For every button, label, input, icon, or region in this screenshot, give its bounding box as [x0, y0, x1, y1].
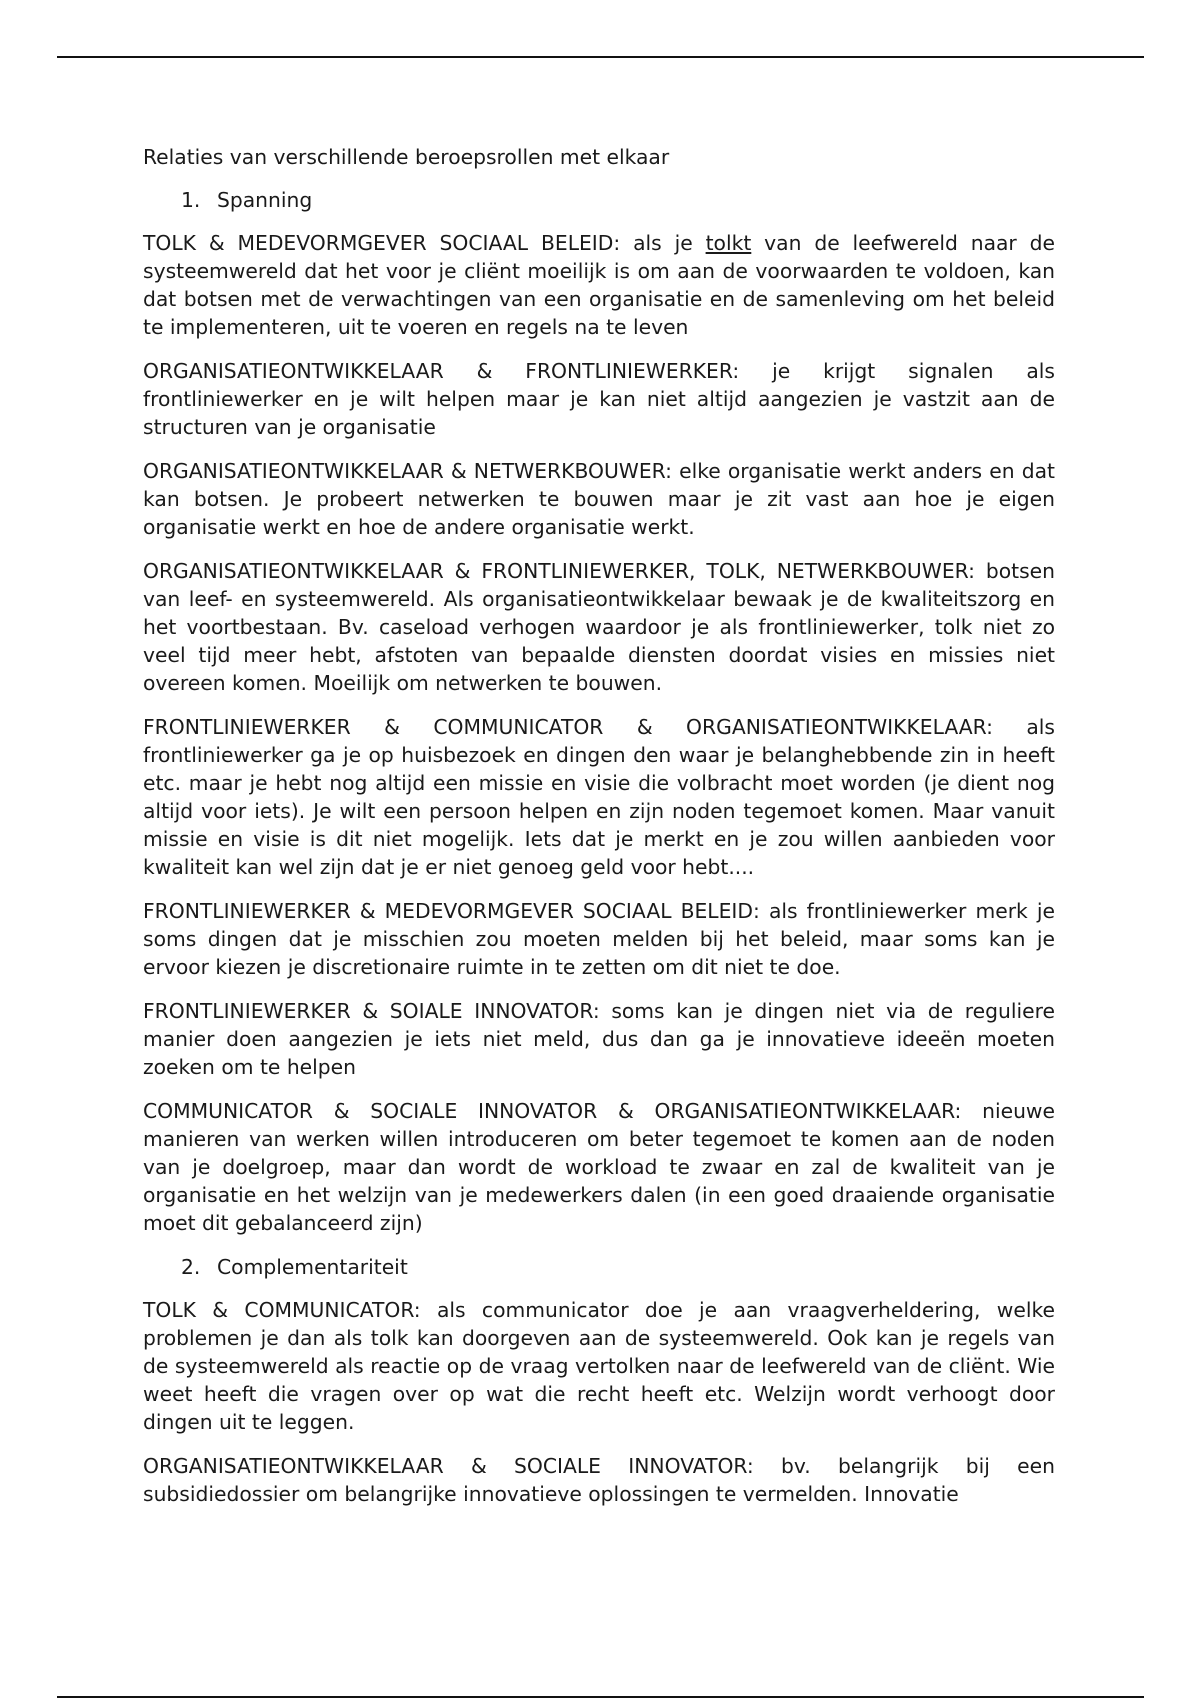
paragraph — [143, 229, 1055, 341]
section-label: Spanning — [217, 188, 313, 212]
paragraph: ORGANISATIEONTWIKKELAAR & SOCIALE INNOVATOR: bv. belangrijk bij een subsidiedossier om belangrijke innovatieve oplossingen te vermelden. Innovatie — [143, 1454, 1055, 1506]
section-label: Complementariteit — [217, 1255, 408, 1279]
paragraph-text: van de leefwereld naar de systeemwereld dat het voor je cliënt moeilijk is om aan de voorwaarden te voldoen, kan dat botsen met de verwachtingen van een organisatie en de samenleving om het beleid te implementeren, uit te voeren en regels na te leven — [143, 231, 1055, 339]
paragraph: FRONTLINIEWERKER & COMMUNICATOR & ORGANISATIEONTWIKKELAAR: als frontliniewerker ga je op huisbezoek en dingen den waar je belanghebbende zin in heeft etc. maar je hebt nog altijd een missie en visie die volbracht moet worden (je dient nog altijd voor iets). Je wilt een persoon helpen en zijn noden tegemoet komen. Maar vanuit missie en visie is dit niet mogelijk. Iets dat je merkt en je zou willen aanbieden voor kwaliteit kan wel zijn dat je er niet genoeg geld voor hebt.... — [143, 715, 1055, 879]
paragraph: FRONTLINIEWERKER & MEDEVORMGEVER SOCIAAL BELEID: als frontliniewerker merk je soms dingen dat je misschien zou moeten melden bij het beleid, maar soms kan je ervoor kiezen je discretionaire ruimte in te zetten om dit niet te doe. — [143, 899, 1055, 979]
document-body — [143, 143, 1055, 1524]
paragraph-text: TOLK & MEDEVORMGEVER SOCIAAL BELEID: als je — [143, 231, 706, 255]
document-title: Relaties van verschillende beroepsrollen met elkaar — [143, 145, 670, 169]
paragraph: COMMUNICATOR & SOCIALE INNOVATOR & ORGANISATIEONTWIKKELAAR: nieuwe manieren van werken willen introduceren om beter tegemoet te komen aan de noden van je doelgroep, maar dan wordt de workload te zwaar en zal de kwaliteit van je organisatie en het welzijn van je medewerkers dalen (in een goed draaiende organisatie moet dit gebalanceerd zijn) — [143, 1099, 1055, 1235]
paragraph: TOLK & COMMUNICATOR: als communicator doe je aan vraagverheldering, welke problemen je dan als tolk kan doorgeven aan de systeemwereld. Ook kan je regels van de systeemwereld als reactie op de vraag vertolken naar de leefwereld van de cliënt. Wie weet heeft die vragen over op wat die recht heeft etc. Welzijn wordt verhoogt door dingen uit te leggen. — [143, 1298, 1055, 1434]
section-heading-complementariteit — [143, 1253, 1055, 1281]
footer-rule — [57, 1696, 1144, 1698]
underlined-word: tolkt — [705, 231, 752, 255]
section-heading-spanning — [143, 186, 1055, 214]
paragraph: ORGANISATIEONTWIKKELAAR & FRONTLINIEWERKER: je krijgt signalen als frontliniewerker en je wilt helpen maar je kan niet altijd aangezien je vastzit aan de structuren van je organisatie — [143, 359, 1055, 439]
paragraph: ORGANISATIEONTWIKKELAAR & NETWERKBOUWER: elke organisatie werkt anders en dat kan botsen. Je probeert netwerken te bouwen maar je zit vast aan hoe je eigen organisatie werkt en hoe de andere organisatie werkt. — [143, 459, 1055, 539]
paragraph: FRONTLINIEWERKER & SOIALE INNOVATOR: soms kan je dingen niet via de reguliere manier doen aangezien je iets niet meld, dus dan ga je innovatieve ideeën moeten zoeken om te helpen — [143, 999, 1055, 1079]
section-number: 1. — [181, 188, 201, 212]
section-number: 2. — [181, 1255, 201, 1279]
header-rule — [57, 56, 1144, 58]
paragraph: ORGANISATIEONTWIKKELAAR & FRONTLINIEWERKER, TOLK, NETWERKBOUWER: botsen van leef- en systeemwereld. Als organisatieontwikkelaar bewaak je de kwaliteitszorg en het voortbestaan. Bv. caseload verhogen waardoor je als frontliniewerker, tolk niet zo veel tijd meer hebt, afstoten van bepaalde diensten doordat visies en missies niet overeen komen. Moeilijk om netwerken te bouwen. — [143, 559, 1055, 695]
